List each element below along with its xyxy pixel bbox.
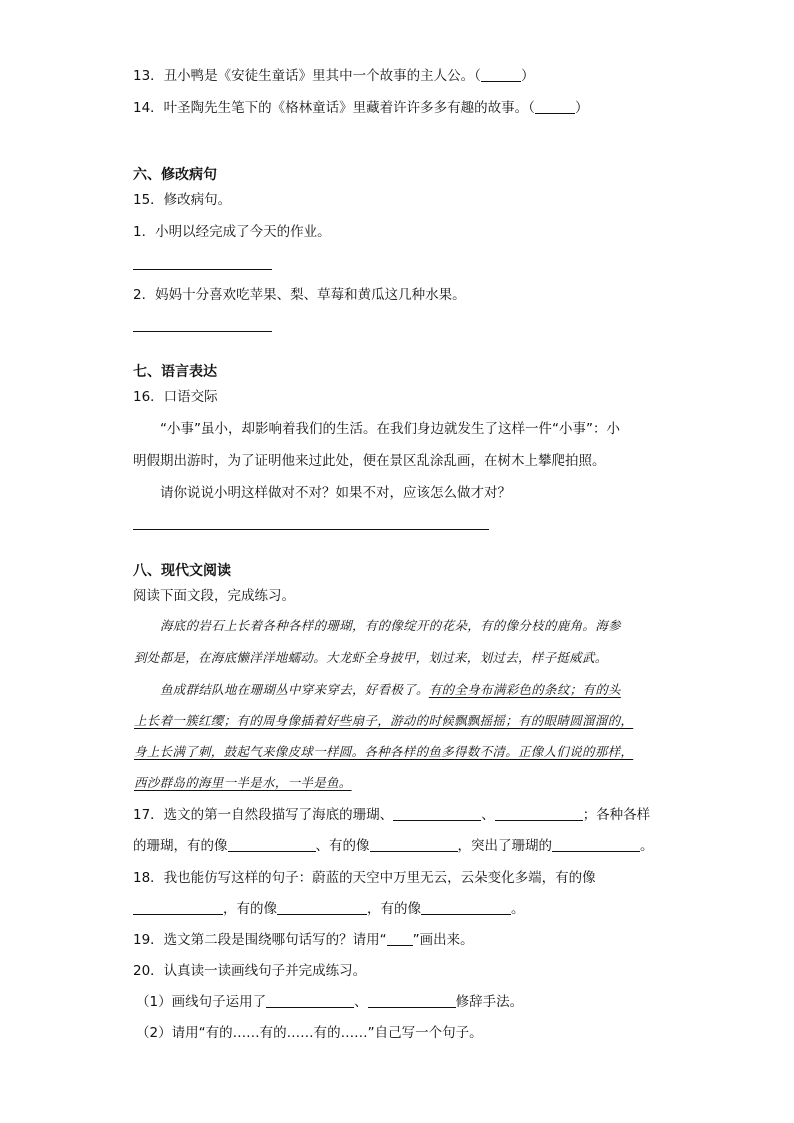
passage-para1-line-1: 海底的岩石上长着各种各样的珊瑚，有的像绽开的花朵，有的像分枝的鹿角。海参 (160, 618, 621, 633)
answer-blank-17-1[interactable] (393, 806, 481, 821)
section-6-title: 六、修改病句 (133, 167, 217, 183)
question-16: 16．口语交际 (133, 389, 218, 405)
question-20-2: （2）请用“有的……有的……有的……”自己写一个句子。 (136, 1025, 483, 1041)
question-14 (133, 98, 588, 118)
question-17-text-d: 的珊瑚，有的像 (133, 838, 228, 854)
question-17-text-f: ，突出了珊瑚的 (457, 838, 552, 854)
question-17-text-e: 、有的像 (315, 838, 370, 854)
question-13 (133, 66, 534, 86)
answer-line-15-1[interactable] (133, 269, 272, 270)
answer-blank-14[interactable] (535, 99, 575, 114)
answer-blank-18-2[interactable] (277, 900, 367, 915)
question-19 (133, 930, 474, 950)
question-13-close: ） (520, 68, 535, 84)
answer-blank-17-4[interactable] (370, 837, 458, 852)
passage-16-line-1: “小事”虽小，却影响着我们的生活。在我们身边就发生了这样一件“小事”：小 (160, 421, 620, 437)
question-20-1-text-c: 修辞手法。 (455, 994, 524, 1010)
question-19-text-a: 19．选文第二段是围绕哪句话写的？请用“ (133, 932, 387, 948)
question-17-text-b: 、 (481, 807, 495, 823)
question-16-prompt: 请你说说小明这样做对不对？如果不对，应该怎么做才对？ (160, 485, 511, 501)
answer-blank-13[interactable] (481, 67, 521, 82)
question-14-close: ） (574, 100, 589, 116)
answer-blank-18-3[interactable] (421, 900, 511, 915)
underlined-line-2: 身上长满了刺，鼓起气来像皮球一样圆。各种各样的鱼多得数不清。正像人们说的那样， (134, 744, 634, 759)
question-17-line-2 (133, 836, 654, 856)
question-19-text-b: ”画出来。 (412, 932, 474, 948)
passage-para2-topic: 鱼成群结队地在珊瑚丛中穿来穿去，好看极了。 (160, 682, 429, 697)
section-7-title: 七、语言表达 (133, 364, 217, 380)
question-14-text: 14．叶圣陶先生笔下的《格林童话》里藏着许许多多有趣的故事。（ (133, 100, 535, 116)
question-17-line-1 (133, 805, 650, 825)
question-20-1 (136, 992, 523, 1012)
answer-blank-17-3[interactable] (228, 837, 316, 852)
question-15: 15．修改病句。 (133, 192, 232, 208)
answer-blank-20-1[interactable] (266, 993, 354, 1008)
underlined-line-3: 西沙群岛的海里一半是水，一半是鱼。 (134, 775, 352, 790)
answer-blank-17-2[interactable] (495, 806, 583, 821)
underlined-line-1: 上长着一簇红缨；有的周身像插着好些扇子，游动的时候飘飘摇摇；有的眼睛圆溜溜的， (134, 713, 634, 728)
passage-para2-line-1 (160, 680, 621, 700)
question-18-line-1: 18．我也能仿写这样的句子：蔚蓝的天空中万里无云，云朵变化多端，有的像 (133, 870, 596, 886)
question-18-text-c: ，有的像 (367, 901, 421, 917)
question-13-text: 13．丑小鸭是《安徒生童话》里其中一个故事的主人公。（ (133, 68, 481, 84)
answer-line-15-2[interactable] (133, 331, 272, 332)
question-18-line-2 (133, 899, 525, 919)
underlined-sentence-start: 有的全身布满彩色的条纹；有的头 (428, 682, 621, 697)
underline-mark-sample (387, 931, 413, 946)
reading-intro: 阅读下面文段，完成练习。 (133, 588, 295, 604)
section-8-title: 八、现代文阅读 (133, 563, 231, 579)
question-20-1-text-b: 、 (354, 994, 368, 1010)
question-17-text-c: ；各种各样 (582, 807, 651, 823)
question-20: 20．认真读一读画线句子并完成练习。 (133, 963, 367, 979)
question-17-text-g: 。 (640, 838, 654, 854)
sentence-2: 2．妈妈十分喜欢吃苹果、梨、草莓和黄瓜这几种水果。 (133, 287, 466, 303)
question-18-text-d: 。 (511, 901, 525, 917)
answer-blank-18-1[interactable] (133, 900, 223, 915)
question-20-1-text-a: （1）画线句子运用了 (136, 994, 267, 1010)
sentence-1: 1．小明以经完成了今天的作业。 (133, 224, 331, 240)
answer-line-16[interactable] (133, 529, 489, 530)
question-17-text-a: 17．选文的第一自然段描写了海底的珊瑚、 (133, 807, 394, 823)
passage-16-line-2: 明假期出游时，为了证明他来过此处，便在景区乱涂乱画，在树木上攀爬拍照。 (133, 453, 606, 469)
answer-blank-17-5[interactable] (552, 837, 640, 852)
question-18-text-b: ，有的像 (223, 901, 277, 917)
passage-para1-line-2: 到处都是，在海底懒洋洋地蠕动。大龙虾全身披甲，划过来，划过去，样子挺威武。 (134, 650, 608, 665)
answer-blank-20-2[interactable] (368, 993, 456, 1008)
